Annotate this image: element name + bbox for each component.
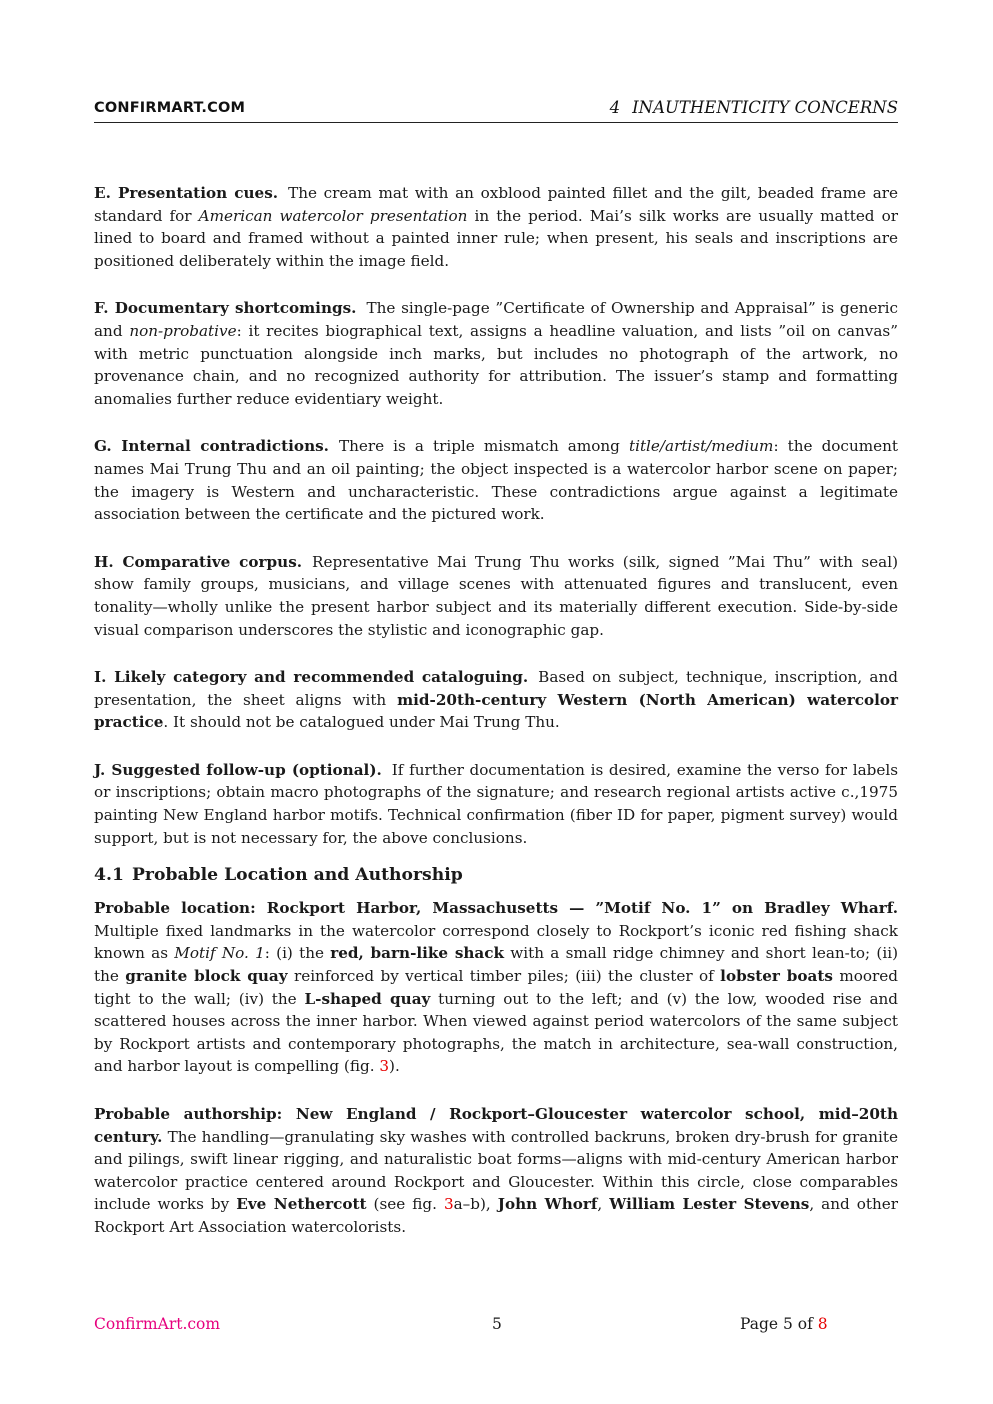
emphasis-text: title/artist/medium xyxy=(628,437,774,456)
footer-page-number: 5 xyxy=(492,1315,502,1333)
paragraph-text: Representative Mai Trung Thu works (silk, signed ”Mai Thu” with seal) show family groups, musicians, and village scenes with attenuated figures and translucent, even tonality—wholly unlike the present harbor subject and its materially different execution. Side-by-side visual comparison underscores the stylistic and iconographic gap. xyxy=(94,552,899,639)
emphasis-text: Motif No. 1 xyxy=(174,944,265,963)
section-number: 4.1 xyxy=(94,865,124,886)
paragraph-probable-authorship xyxy=(94,1103,898,1239)
paragraph-lead: J. Suggested follow-up (optional). xyxy=(94,760,382,779)
bold-text: William Lester Stevens xyxy=(609,1195,810,1214)
paragraph-text: (see fig. xyxy=(366,1195,444,1214)
last-page-link[interactable]: 8 xyxy=(817,1315,828,1333)
paragraph-lead: Probable location: Rockport Harbor, Massachusetts — ”Motif No. 1” on Bradley Wharf. xyxy=(94,899,898,918)
paragraph-text: There is a triple mismatch among xyxy=(338,437,629,456)
page-footer xyxy=(94,1315,898,1339)
paragraph-text: . It should not be catalogued under Mai Trung Thu. xyxy=(163,713,560,732)
bold-text: Eve Nethercott xyxy=(236,1195,367,1214)
paragraph-internal-contradictions xyxy=(94,435,898,525)
page-body xyxy=(94,182,898,1239)
paragraph-text: Multiple fixed landmarks in the watercolor correspond closely to Rockport’s iconic red fishing shack known as xyxy=(94,921,898,963)
bold-text: L-shaped quay xyxy=(304,989,431,1008)
paragraph-text: a–b), xyxy=(453,1195,498,1214)
paragraph-text: Based on subject, technique, inscription, and presentation, the sheet aligns with xyxy=(94,668,898,709)
paragraph-text: in the period. Mai’s silk works are usually matted or lined to board and framed without a painted inner rule; when present, his seals and inscriptions are positioned deliberately within the image field. xyxy=(94,206,898,270)
running-head-title: INAUTHENTICITY CONCERNS xyxy=(632,98,898,117)
paragraph-likely-category xyxy=(94,666,898,734)
paragraph-text: The single-page ”Certificate of Ownership and Appraisal” is generic and xyxy=(94,299,898,340)
running-head xyxy=(610,98,898,117)
paragraph-lead: F. Documentary shortcomings. xyxy=(94,299,357,318)
paragraph-text: : it recites biographical text, assigns a headline valuation, and lists ”oil on canvas” with metric punctuation alongside inch marks, but includes no photograph of the artwork, no provenance chain, and no recognized authority for attribution. The issuer’s stamp and formatting anomalies further reduce evidentiary weight. xyxy=(94,321,898,408)
paragraph-text: with a small ridge chimney and short lean-to; (ii) the xyxy=(94,944,898,986)
paragraph-text: The handling—granulating sky washes with controlled backruns, broken dry-brush for granite and pilings, swift linear rigging, and naturalistic boat forms—aligns with mid-century American harbor watercolor practice centered around Rockport and Gloucester. Within this circle, close comparables include works by xyxy=(94,1127,898,1214)
paragraph-text: : the document names Mai Trung Thu and an oil painting; the object inspected is a watercolor harbor scene on paper; the imagery is Western and uncharacteristic. These contradictions argue against a legitimate association between the certificate and the pictured work. xyxy=(94,437,898,524)
page-header xyxy=(94,96,898,123)
bold-text: lobster boats xyxy=(720,967,833,986)
paragraph-text: , and other Rockport Art Association watercolorists. xyxy=(94,1195,899,1236)
paragraph-comparative-corpus xyxy=(94,551,898,641)
bold-text: John Whorf xyxy=(497,1195,598,1214)
paragraph-documentary-shortcomings xyxy=(94,297,898,410)
paragraph-lead: Probable authorship: New England / Rockport–Gloucester watercolor school, mid–20th century. xyxy=(94,1105,898,1146)
paragraph-probable-location xyxy=(94,897,898,1078)
paragraph-text: turning out to the left; and (v) the low, wooded rise and scattered houses across the inner harbor. When viewed against period watercolors of the same subject by Rockport artists and contemporary photographs, the match in architecture, sea-wall construction, and harbor layout is compelling (fig. xyxy=(94,989,899,1076)
bold-text: granite block quay xyxy=(125,967,288,986)
paragraph-text: The cream mat with an oxblood painted fillet and the gilt, beaded frame are standard for xyxy=(94,184,899,225)
footer-site-link[interactable]: ConfirmArt.com xyxy=(94,1315,221,1333)
running-head-number: 4 xyxy=(609,98,621,117)
paragraph-text: reinforced by vertical timber piles; (iii) the cluster of xyxy=(287,967,721,986)
figure-reference-link[interactable]: 3 xyxy=(443,1195,454,1214)
paragraph-text: moored tight to the wall; (iv) the xyxy=(94,967,898,1008)
paragraph-lead: G. Internal contradictions. xyxy=(94,437,329,456)
paragraph-text: : (i) the xyxy=(264,944,331,963)
paragraph-presentation-cues xyxy=(94,182,898,272)
bold-text: red, barn-like shack xyxy=(330,944,505,963)
page-of-label: Page 5 of xyxy=(740,1315,818,1333)
figure-reference-link[interactable]: 3 xyxy=(379,1057,390,1076)
paragraph-text: If further documentation is desired, examine the verso for labels or inscriptions; obtain macro photographs of the signature; and research regional artists active c.,1975 painting New England harbor motifs. Technical confirmation (fiber ID for paper, pigment survey) would support, but is not necessary for, the above conclusions. xyxy=(94,760,898,847)
emphasis-text: American watercolor presentation xyxy=(198,206,468,225)
paragraph-lead: E. Presentation cues. xyxy=(94,184,279,202)
paragraph-lead: I. Likely category and recommended cataloguing. xyxy=(94,668,529,687)
paragraph-text: , xyxy=(597,1195,610,1214)
footer-page-of xyxy=(740,1315,828,1333)
paragraph-suggested-follow-up xyxy=(94,759,898,849)
emphasis-text: non-probative xyxy=(129,321,237,340)
paragraph-lead: H. Comparative corpus. xyxy=(94,552,303,571)
bold-text: mid-20th-century Western (North American) watercolor practice xyxy=(94,690,898,732)
confirmart-logo[interactable]: CONFIRMART.COM xyxy=(94,100,246,116)
section-heading xyxy=(94,863,898,887)
paragraph-text: ). xyxy=(389,1057,400,1076)
section-title: Probable Location and Authorship xyxy=(132,865,463,886)
